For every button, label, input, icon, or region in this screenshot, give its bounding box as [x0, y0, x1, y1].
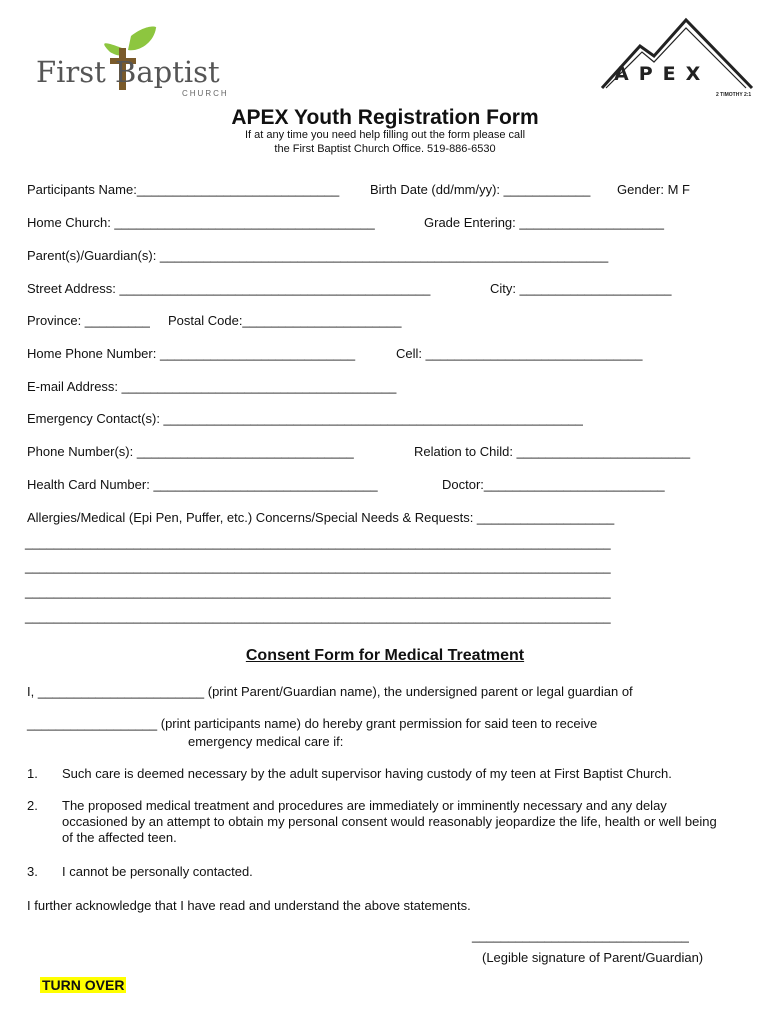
allergies-field[interactable]: Allergies/Medical (Epi Pen, Puffer, etc.) Concerns/Special Needs & Requests: ___________________	[27, 510, 615, 525]
home-church-field[interactable]: Home Church: ____________________________________	[27, 215, 375, 230]
consent-line1[interactable]: I, _______________________ (print Parent/Guardian name), the undersigned parent or legal guardian of	[27, 684, 633, 699]
subtitle-line1: If at any time you need help filling out the form please call	[244, 129, 526, 141]
acknowledge-text: I further acknowledge that I have read and understand the above statements.	[27, 898, 471, 913]
apex-reference: 2 TIMOTHY 2:1	[716, 92, 752, 98]
email-field[interactable]: E-mail Address: ______________________________________	[27, 379, 397, 394]
signature-line[interactable]: ______________________________	[472, 928, 689, 943]
postal-code-field[interactable]: Postal Code:______________________	[168, 313, 402, 328]
cell-field[interactable]: Cell: ______________________________	[396, 346, 643, 361]
gender-field[interactable]: Gender: M F	[617, 182, 690, 197]
signature-label: (Legible signature of Parent/Guardian)	[482, 950, 704, 965]
leaf-icon	[128, 26, 156, 50]
health-card-field[interactable]: Health Card Number: _______________________________	[27, 477, 378, 492]
church-logo-sub: CHURCH	[182, 89, 229, 98]
item-number: 3.	[27, 864, 38, 879]
apex-logo-text: APEX	[614, 63, 711, 85]
blank-line[interactable]: _________________________________________________________________________________	[25, 559, 611, 574]
page-title: APEX Youth Registration Form	[231, 106, 539, 129]
participant-name-field[interactable]: Participants Name:____________________________	[27, 182, 340, 197]
consent-item: The proposed medical treatment and procedures are immediately or imminently necessary and any delay occasioned by an attempt to obtain my personal consent would reasonably jeopardize the life, health or well being of the affected teen.	[62, 798, 717, 845]
phone-numbers-field[interactable]: Phone Number(s): ______________________________	[27, 444, 354, 459]
first-baptist-logo	[36, 22, 251, 102]
consent-title: Consent Form for Medical Treatment	[245, 647, 525, 664]
street-address-field[interactable]: Street Address: ___________________________________________	[27, 281, 431, 296]
province-field[interactable]: Province: _________	[27, 313, 150, 328]
apex-logo	[598, 16, 768, 100]
relation-field[interactable]: Relation to Child: ________________________	[414, 444, 691, 459]
turn-over-label: TURN OVER	[42, 977, 125, 993]
doctor-field[interactable]: Doctor:_________________________	[442, 477, 665, 492]
city-field[interactable]: City: _____________________	[490, 281, 672, 296]
blank-line[interactable]: _________________________________________________________________________________	[25, 535, 611, 550]
birth-date-field[interactable]: Birth Date (dd/mm/yy): ____________	[370, 182, 591, 197]
consent-line3: emergency medical care if:	[188, 734, 344, 749]
item-number: 2.	[27, 798, 38, 813]
consent-item: I cannot be personally contacted.	[62, 864, 253, 879]
church-logo-text: First Baptist	[36, 55, 220, 89]
blank-line[interactable]: _________________________________________________________________________________	[25, 609, 611, 624]
subtitle-line2: the First Baptist Church Office. 519-886-6530	[274, 143, 496, 155]
item-number: 1.	[27, 766, 38, 781]
grade-field[interactable]: Grade Entering: ____________________	[424, 215, 664, 230]
emergency-contact-field[interactable]: Emergency Contact(s): __________________________________________________________	[27, 411, 583, 426]
home-phone-field[interactable]: Home Phone Number: ___________________________	[27, 346, 356, 361]
blank-line[interactable]: _________________________________________________________________________________	[25, 584, 611, 599]
consent-line2[interactable]: __________________ (print participants name) do hereby grant permission for said teen to receive	[27, 716, 598, 731]
consent-item: Such care is deemed necessary by the adult supervisor having custody of my teen at First Baptist Church.	[62, 766, 672, 781]
parents-field[interactable]: Parent(s)/Guardian(s): ______________________________________________________________	[27, 248, 609, 263]
